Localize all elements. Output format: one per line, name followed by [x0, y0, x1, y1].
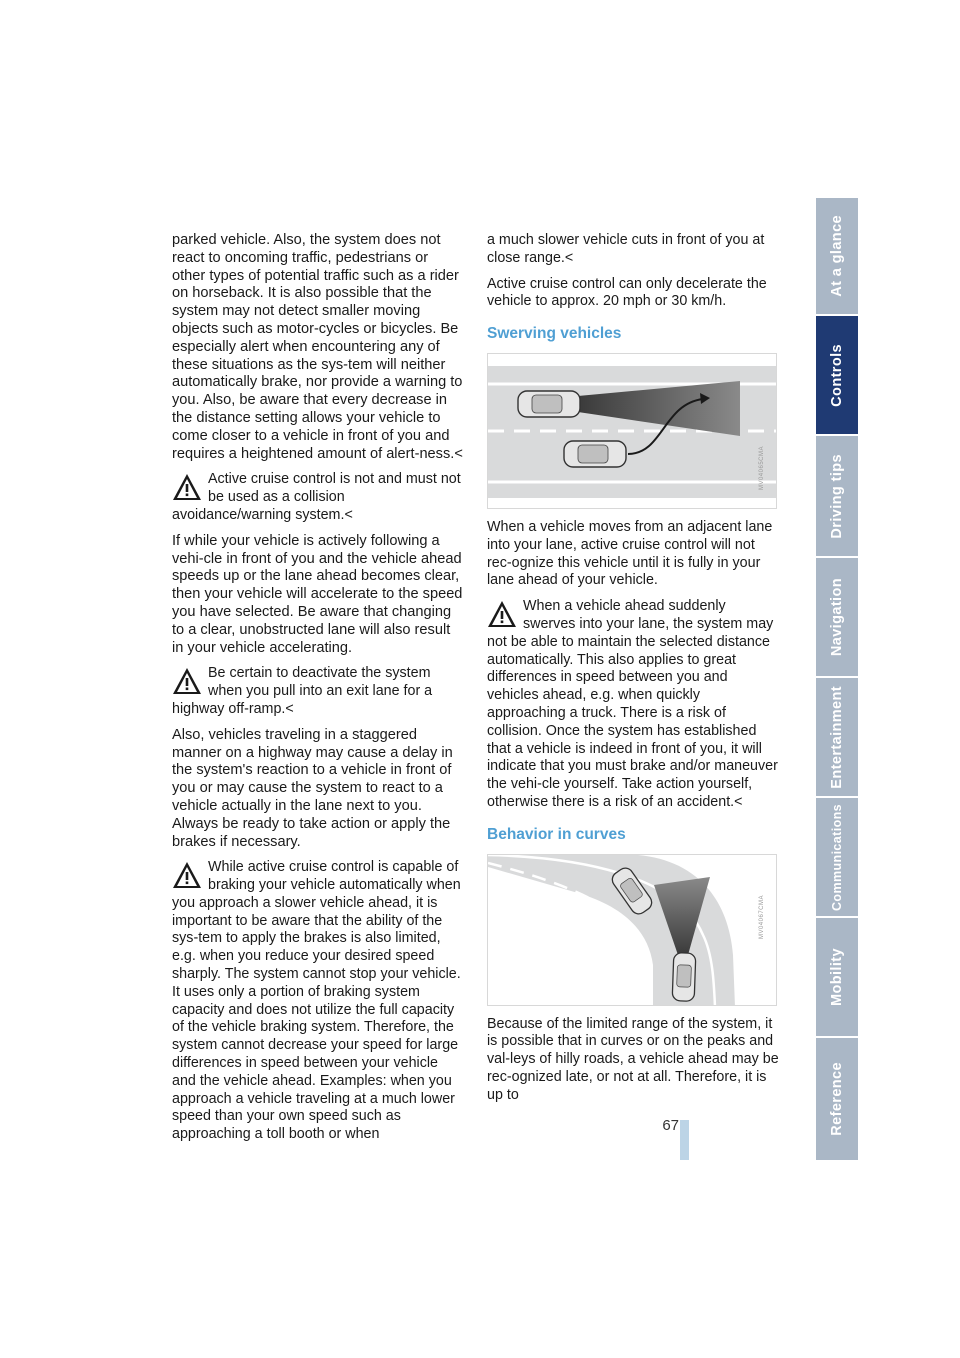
paragraph: parked vehicle. Also, the system does not react to oncoming traffic, pedestrians or other types of potential traffic such as a rider on horseback. It is also possible that the system may not detect smaller moving objects such as motor-cycles or bicycles. Be especially alert when encountering any of these situations as the sys-tem will neither automatically brake, nor provide a warning to you. Also, be aware that every decrease in the distance setting allows your vehicle to come closer to a vehicle in front of you and requires a heightened amount of alert-ness.< — [172, 232, 463, 462]
paragraph: Active cruise control can only decelerate the vehicle to approx. 20 mph or 30 km/h. — [487, 275, 767, 310]
paragraph: Also, vehicles traveling in a staggered manner on a highway may cause a delay in the system's reaction to a vehicle in front of you or may cause the system to react to a vehicle actually in the lane next to you. Always be ready to take action or apply the brakes if necessary. — [172, 726, 453, 850]
section-heading: Swerving vehicles — [487, 325, 622, 343]
warning-triangle-icon — [487, 600, 517, 628]
page-number: 67 — [662, 1117, 679, 1134]
tab-driving-tips[interactable] — [816, 436, 858, 558]
warning-triangle-icon — [172, 667, 202, 695]
chapter-tab-sidebar — [816, 198, 858, 1160]
paragraph: a much slower vehicle cuts in front of you at close range.< — [487, 232, 765, 266]
warning-note — [487, 598, 779, 812]
warning-note — [172, 859, 464, 1144]
tab-label: Communications — [830, 803, 844, 911]
warning-text: Active cruise control is not and must not be used as a collision avoidance/warning system.< — [172, 471, 461, 523]
warning-note — [172, 471, 464, 524]
paragraph: Because of the limited range of the system, it is possible that in curves or on the peaks and val-leys of hilly roads, a vehicle ahead may be rec-ognized late, or not at all. Therefore, it is up to — [487, 1015, 779, 1103]
swerving-illustration — [488, 354, 777, 509]
curves-illustration — [488, 855, 777, 1006]
section-heading: Behavior in curves — [487, 825, 626, 843]
tab-navigation[interactable] — [816, 558, 858, 678]
tab-label: Navigation — [829, 577, 845, 657]
tab-label: At a glance — [829, 215, 845, 297]
page-number-bar — [680, 1120, 689, 1160]
warning-triangle-icon — [172, 861, 202, 889]
tab-at-a-glance[interactable] — [816, 198, 858, 316]
tab-label: Reference — [829, 1062, 845, 1136]
paragraph: If while your vehicle is actively following a vehi-cle in front of you and the vehicle ahead speeds up or the lane ahead becomes clear, then your vehicle will accelerate to the speed you have selected. Be aware that changing to a clear, unobstructed lane will also result in your vehicle accelerating. — [172, 532, 463, 656]
figure-code: MV04065CMA — [759, 445, 766, 491]
warning-text: When a vehicle ahead suddenly swerves into your lane, the system may not be able to maintain the selected distance automatically. This also applies to great differences in speed between you and vehicles ahead, e.g. when quickly approaching a truck. There is a risk of collision. Once the system has established that a vehicle is indeed in front of you, it will indicate that you must brake and/or maneuver the vehi-cle yourself. Take action yourself, otherwise there is a risk of an accident.< — [487, 598, 778, 810]
figure-code: MV04067CMA — [759, 894, 766, 939]
tab-label: Entertainment — [829, 685, 845, 789]
tab-label: Mobility — [829, 948, 845, 1006]
swerving-vehicles-figure — [487, 353, 777, 509]
tab-entertainment[interactable] — [816, 678, 858, 798]
tab-label: Controls — [829, 343, 845, 407]
behavior-in-curves-figure — [487, 854, 777, 1006]
warning-text: While active cruise control is capable of braking your vehicle automatically when you approach a slower vehicle ahead, it is important to be aware that the ability of the sys-tem to apply the brakes is also limited, e.g. when you reduce your desired speed sharply. The system cannot stop your vehicle. It uses only a portion of braking system capacity and does not utilize the full capacity of the vehicle braking system. Therefore, the system cannot decrease your speed for large differences in speed between your vehicle and the vehicle ahead. Examples: when you approach a vehicle traveling at a much lower speed than your own speed such as approaching a toll booth or when — [172, 859, 461, 1143]
tab-communications[interactable] — [816, 798, 858, 918]
tab-mobility[interactable] — [816, 918, 858, 1038]
right-column — [487, 232, 779, 1113]
warning-triangle-icon — [172, 473, 202, 501]
paragraph: When a vehicle moves from an adjacent lane into your lane, active cruise control will not rec-ognize this vehicle until it is fully in your lane ahead of your vehicle. — [487, 518, 773, 589]
warning-text: Be certain to deactivate the system when you pull into an exit lane for a highway off-ramp.< — [172, 665, 433, 717]
warning-note — [172, 665, 464, 718]
tab-controls[interactable] — [816, 316, 858, 436]
tab-reference[interactable] — [816, 1038, 858, 1160]
left-column — [172, 232, 464, 1152]
tab-label: Driving tips — [829, 453, 845, 539]
